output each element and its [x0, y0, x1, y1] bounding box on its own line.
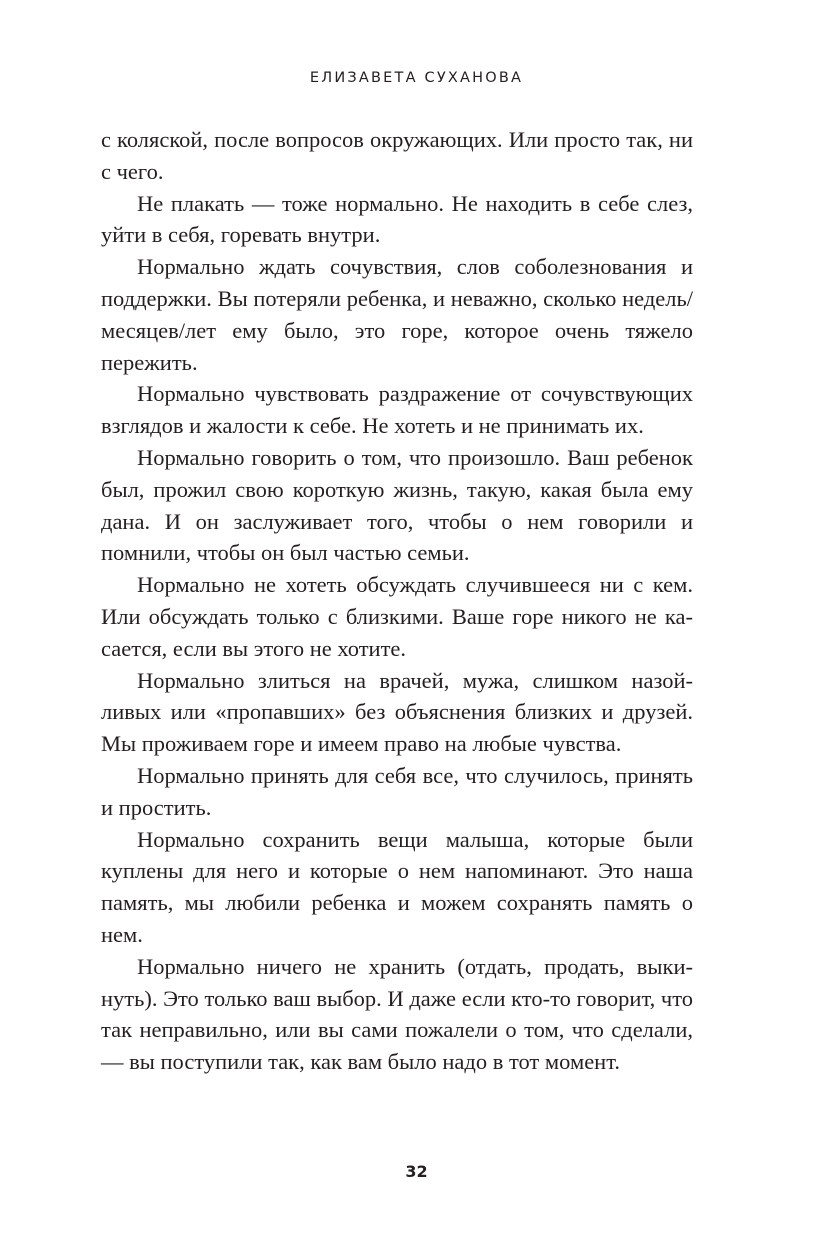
paragraph-5: Нормально говорить о том, что произошло. Ваш ребенок был, прожил свою короткую жизнь, такую, какая была ему дана. И он заслуживает того, чтобы о нем говорили и помнили, чтобы он был частью семьи.: [101, 444, 693, 566]
paragraph-9: Нормально сохранить вещи малыша, которые были куплены для него и которые о нем напоминают. Это наша память, мы любили ребенка и можем сохранять память о нем.: [101, 826, 693, 947]
paragraph-1: с коляской, после вопросов окружающих. Или просто так, ни с чего.: [101, 127, 693, 184]
paragraph-3: Нормально ждать сочувствия, слов соболезнования и поддержки. Вы потеряли ребенка, и неважно, сколько недель/месяцев/лет ему было, это горе, которое очень тяжело пережить.: [101, 254, 693, 375]
paragraph-4: Нормально чувствовать раздражение от сочувствующих взглядов и жалости к себе. Не хотеть и не принимать их.: [101, 381, 693, 439]
paragraph-2: Не плакать — тоже нормально. Не находить в себе слез, уйти в себя, горевать внутри.: [101, 190, 693, 248]
paragraph-7: Нормально злиться на врачей, мужа, слишком назойливых или «пропавших» без объяснения близких и друзей. Мы проживаем горе и имеем право на любые чувства.: [101, 667, 693, 757]
running-head: ЕЛИЗАВЕТА СУХАНОВА: [309, 70, 524, 86]
page-number: 32: [405, 1162, 428, 1181]
paragraph-10: Нормально ничего не хранить (отдать, продать, выкинуть). Это только ваш выбор. И даже если кто-то говорит, что так неправильно, или вы сами пожалели о том, что сделали, — вы поступили так, как вам было надо в тот момент.: [101, 953, 693, 1075]
paragraph-8: Нормально принять для себя все, что случилось, принять и простить.: [101, 762, 693, 820]
paragraph-6: Нормально не хотеть обсуждать случившееся ни с кем. Или обсуждать только с близкими. Ваше горе никого не касается, если вы этого не хотите.: [101, 572, 693, 661]
body-text: [101, 124, 693, 1078]
